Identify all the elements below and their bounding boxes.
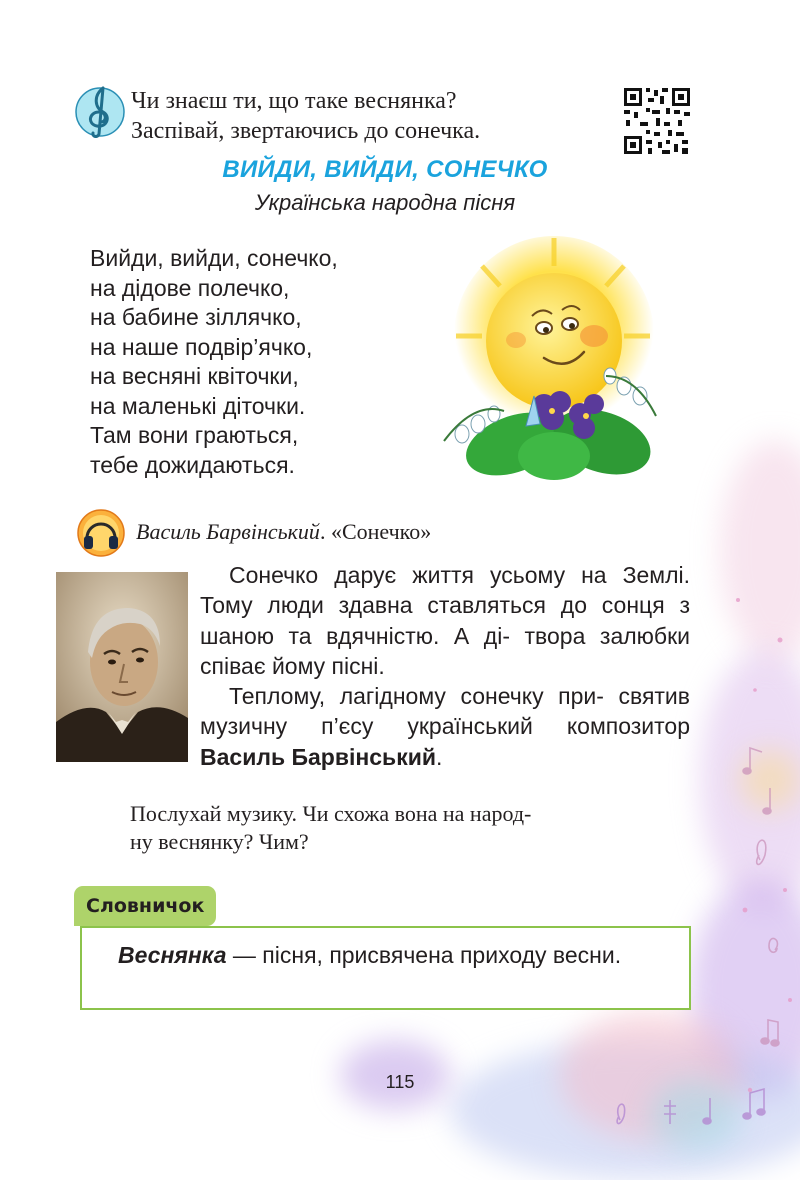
- separator: .: [319, 519, 326, 544]
- lyrics-line: Вийди, вийди, сонечко,: [90, 245, 338, 271]
- question-text: [131, 86, 601, 146]
- song-lyrics: [90, 244, 338, 480]
- qr-code[interactable]: [622, 86, 692, 156]
- song-title: ВИЙДИ, ВИЙДИ, СОНЕЧКО: [222, 156, 548, 183]
- sun-illustration: [434, 236, 670, 486]
- treble-clef-icon: [73, 82, 127, 138]
- text-line: твора залюбки співає йому пісні.: [200, 622, 690, 679]
- song-subtitle: Українська народна пісня: [254, 190, 516, 215]
- bottom-notes-decoration: [560, 1080, 800, 1158]
- headphones-icon[interactable]: [76, 508, 126, 558]
- lyrics-line: на бабине зіллячко,: [90, 304, 302, 330]
- text-line: Теплому, лагідному сонечку при-: [229, 683, 604, 710]
- music-notes-decoration: [730, 480, 800, 1140]
- question-line: Чи знаєш ти, що таке веснянка?: [131, 88, 457, 114]
- composer-name-bold: Василь Барвінський: [200, 743, 436, 770]
- task-line: ну веснянку? Чим?: [130, 829, 309, 854]
- lyrics-line: тебе дожидаються.: [90, 451, 295, 478]
- glossary-definition-text: — пісня, присвячена приходу весни.: [226, 942, 622, 968]
- page-number: 115: [385, 1072, 415, 1092]
- paragraph: [200, 681, 690, 772]
- question-line: Заспівай, звертаючись до сонечка.: [131, 118, 481, 144]
- text-line: святив музичну п’єсу український: [200, 683, 690, 740]
- lyrics-line: на весняні квіточки,: [90, 363, 299, 389]
- lyrics-line: Там вони граються,: [90, 422, 299, 448]
- text-line: композитор: [566, 713, 690, 740]
- listening-assignment: [136, 519, 431, 545]
- text-line: до сонця з шаною та вдячністю. А ді-: [200, 592, 690, 649]
- text-line: Землі. Тому люди здавна ставляться: [200, 562, 691, 619]
- paragraph: [200, 560, 690, 681]
- lyrics-line: на наше подвір’ячко,: [90, 333, 313, 360]
- lyrics-line: на дідове полечко,: [90, 274, 290, 301]
- piece-title: «Сонечко»: [325, 519, 432, 544]
- composer-name: Василь Барвінський: [136, 519, 320, 544]
- text-line: .: [436, 743, 443, 770]
- lyrics-line: на маленькі діточки.: [90, 392, 306, 419]
- text-line: Сонечко дарує життя усьому на: [229, 562, 607, 588]
- composer-portrait: [56, 572, 188, 762]
- glossary-definition: [118, 940, 678, 970]
- task-text: [130, 800, 690, 856]
- glossary-tab: Словничок: [74, 886, 216, 926]
- description-text: [200, 560, 690, 772]
- glossary-term: Веснянка: [118, 942, 227, 968]
- task-line: Послухай музику. Чи схожа вона на народ-: [130, 801, 532, 826]
